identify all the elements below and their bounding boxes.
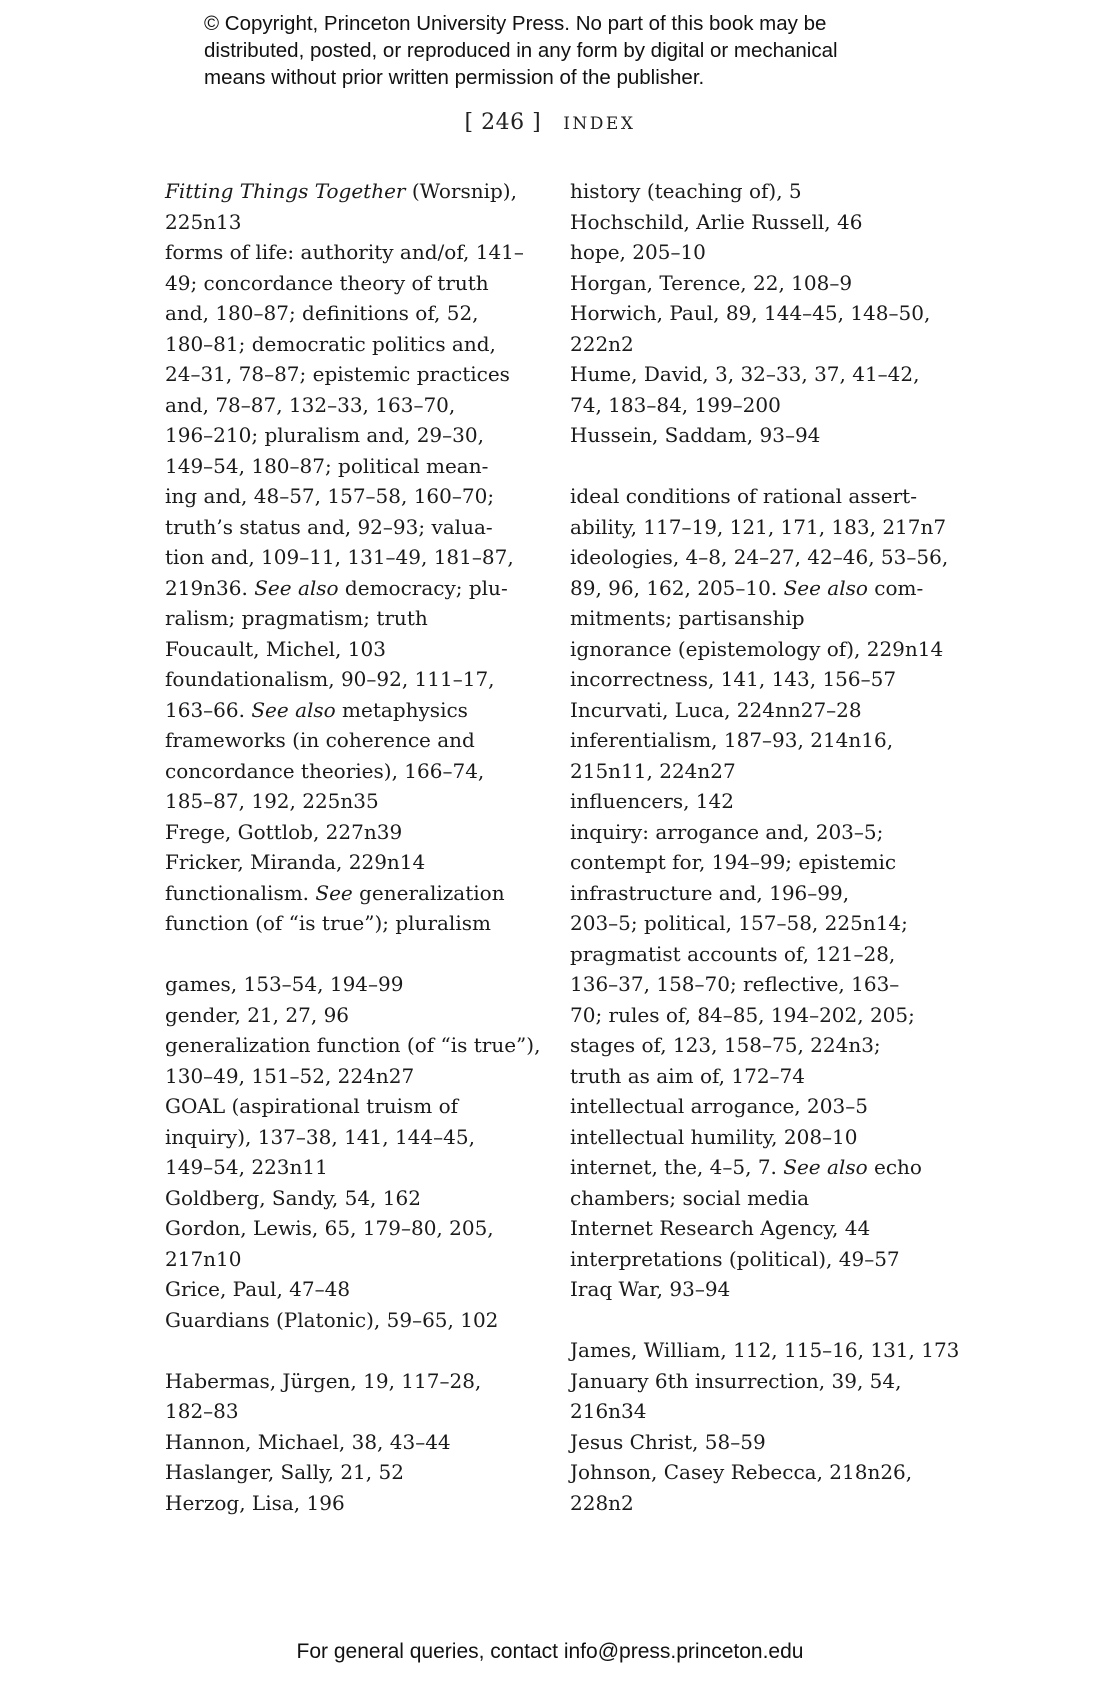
index-text: Hochschild, Arlie Russell, 46 <box>570 209 863 234</box>
index-entry-line <box>570 1427 942 1458</box>
index-entry-line <box>570 1030 942 1061</box>
index-entry <box>570 634 942 665</box>
index-text: gender, 21, 27, 96 <box>165 1002 350 1027</box>
index-entry <box>570 1427 942 1458</box>
index-text: stages of, 123, 158–75, 224n3; <box>570 1033 881 1057</box>
index-entry-line <box>165 1305 535 1336</box>
index-entry <box>165 1366 535 1427</box>
index-entry-line <box>165 1152 535 1183</box>
copyright-notice <box>204 10 924 91</box>
index-entry-line <box>165 359 535 390</box>
index-text: (Worsnip), <box>405 179 517 203</box>
index-text: infrastructure and, 196–99, <box>570 880 850 905</box>
index-entry-line <box>165 298 535 329</box>
index-entry-line <box>165 634 535 665</box>
index-entry-line <box>165 1030 541 1061</box>
index-entry-line <box>165 1488 535 1519</box>
index-text: internet, the, 4–5, 7. <box>570 1155 784 1179</box>
index-entry <box>165 237 535 634</box>
index-entry-line <box>570 1488 942 1519</box>
index-text: Herzog, Lisa, 196 <box>165 1490 345 1515</box>
index-text: 216n34 <box>570 1399 647 1423</box>
index-text: generalization function (of “is true”), <box>165 1033 541 1057</box>
index-entry-line <box>570 573 942 604</box>
index-text: 136–37, 158–70; reflective, 163– <box>570 972 900 996</box>
index-entry <box>570 207 942 238</box>
index-entry-line <box>570 908 942 939</box>
index-entry <box>165 847 535 878</box>
index-entry-line <box>165 817 535 848</box>
index-entry-line <box>165 603 535 634</box>
index-text: and, 180–87; definitions of, 52, <box>165 301 479 325</box>
index-entry <box>165 634 535 665</box>
index-text: 163–66. <box>165 697 252 722</box>
index-entry <box>165 1213 535 1274</box>
index-text: forms of life: authority and/of, 141– <box>165 240 524 264</box>
index-entry-line <box>570 664 942 695</box>
index-entry-line <box>165 237 535 268</box>
index-entry-line <box>165 481 535 512</box>
index-text: 180–81; democratic politics and, <box>165 331 496 356</box>
index-text: com- <box>867 575 924 600</box>
index-text: and, 78–87, 132–33, 163–70, <box>165 392 456 417</box>
index-text: Horgan, Terence, 22, 108–9 <box>570 270 853 295</box>
letter-group-gap <box>570 451 942 482</box>
index-entry <box>165 1488 535 1519</box>
index-entry-line <box>165 1274 535 1305</box>
index-entry-line <box>165 176 535 207</box>
index-text: democracy; plu- <box>338 575 508 600</box>
index-entry-line <box>570 1457 942 1488</box>
index-column-left <box>165 176 541 1518</box>
index-entry-line <box>570 542 949 573</box>
index-entry-line <box>570 1152 942 1183</box>
index-entry-line <box>165 756 535 787</box>
index-entry <box>165 1274 535 1305</box>
index-text: 203–5; political, 157–58, 225n14; <box>570 911 908 935</box>
letter-group-gap <box>165 1335 535 1366</box>
index-entry <box>570 1274 942 1305</box>
index-entry <box>570 1152 942 1213</box>
index-entry-line <box>570 725 942 756</box>
index-text: Johnson, Casey Rebecca, 218n26, <box>570 1460 913 1484</box>
index-text: 149–54, 180–87; political mean- <box>165 453 489 478</box>
index-text: foundationalism, 90–92, 111–17, <box>165 667 495 691</box>
index-entry <box>165 1030 541 1091</box>
index-text: Goldberg, Sandy, 54, 162 <box>165 1185 421 1210</box>
index-text: Gordon, Lewis, 65, 179–80, 205, <box>165 1216 494 1240</box>
index-entry-line <box>165 1427 535 1458</box>
index-entry-line <box>165 1366 535 1397</box>
index-text: inferentialism, 187–93, 214n16, <box>570 728 894 752</box>
index-entry <box>570 725 942 786</box>
index-entry-line <box>570 939 942 970</box>
index-text: 228n2 <box>570 1490 634 1515</box>
index-entry <box>570 268 942 299</box>
index-text: games, 153–54, 194–99 <box>165 972 404 996</box>
index-entry <box>570 1122 942 1153</box>
index-text: function (of “is true”); pluralism <box>165 911 491 935</box>
index-text: Jesus Christ, 58–59 <box>570 1429 766 1454</box>
index-text: intellectual arrogance, 203–5 <box>570 1094 868 1118</box>
index-entry <box>165 664 535 725</box>
index-text: Grice, Paul, 47–48 <box>165 1277 351 1301</box>
index-entry-line <box>165 1244 535 1275</box>
index-entry-line <box>570 634 944 665</box>
index-entry-line <box>165 908 535 939</box>
index-entry-line <box>165 390 535 421</box>
index-text: truth’s status and, 92–93; valua- <box>165 514 493 539</box>
index-entry-line <box>165 695 535 726</box>
index-text: Hume, David, 3, 32–33, 37, 41–42, <box>570 362 920 386</box>
index-entry <box>165 817 535 848</box>
index-entry <box>165 176 535 237</box>
index-entry-line <box>570 329 942 360</box>
index-entry-line <box>570 1396 942 1427</box>
index-text: 182–83 <box>165 1399 239 1423</box>
index-entry-line <box>165 451 535 482</box>
copyright-line: means without prior written permission of the publisher. <box>204 66 705 89</box>
index-entry <box>570 1244 942 1275</box>
index-text: Fricker, Miranda, 229n14 <box>165 850 426 874</box>
letter-group-gap <box>570 1305 942 1336</box>
index-entry-line <box>165 1091 535 1122</box>
index-text: interpretations (political), 49–57 <box>570 1246 900 1271</box>
index-entry-line <box>165 512 535 543</box>
index-entry-line <box>570 1183 942 1214</box>
index-text: influencers, 142 <box>570 789 734 813</box>
index-entry-line <box>570 359 942 390</box>
index-entry <box>570 786 942 817</box>
index-entry-line <box>165 1457 535 1488</box>
index-entry-line <box>570 176 942 207</box>
index-text: 225n13 <box>165 209 242 234</box>
index-entry <box>165 1091 535 1183</box>
index-entry-line <box>570 1335 960 1366</box>
index-text: Habermas, Jürgen, 19, 117–28, <box>165 1368 482 1393</box>
index-entry-line <box>165 847 535 878</box>
index-text: January 6th insurrection, 39, 54, <box>570 1368 902 1393</box>
index-entry-line <box>570 268 942 299</box>
index-text: chambers; social media <box>570 1185 810 1210</box>
index-text: Internet Research Agency, 44 <box>570 1216 871 1240</box>
index-text: Foucault, Michel, 103 <box>165 636 386 661</box>
index-entry <box>165 1183 535 1214</box>
copyright-line: © Copyright, Princeton University Press. No part of this book may be <box>204 12 827 35</box>
index-entry-line <box>570 786 942 817</box>
index-entry-line <box>165 1213 535 1244</box>
index-text: 185–87, 192, 225n35 <box>165 789 379 813</box>
index-entry-line <box>570 1091 942 1122</box>
index-entry <box>570 359 942 420</box>
index-entry-line <box>570 298 942 329</box>
index-text: 70; rules of, 84–85, 194–202, 205; <box>570 1002 915 1027</box>
index-entry <box>165 969 535 1000</box>
index-text: inquiry), 137–38, 141, 144–45, <box>165 1124 475 1149</box>
index-text: hope, 205–10 <box>570 240 706 264</box>
index-text: echo <box>867 1155 922 1179</box>
copyright-line: distributed, posted, or reproduced in any form by digital or mechanical <box>204 39 838 62</box>
index-entry-line <box>570 1000 942 1031</box>
index-text: functionalism. <box>165 880 316 905</box>
index-entry <box>570 817 942 1092</box>
cross-reference-term: See also <box>783 1155 868 1179</box>
index-text: 196–210; pluralism and, 29–30, <box>165 423 484 447</box>
index-entry-line <box>165 329 535 360</box>
index-text: 130–49, 151–52, 224n27 <box>165 1063 415 1088</box>
index-text: ralism; pragmatism; truth <box>165 606 428 630</box>
index-entry-line <box>570 1061 942 1092</box>
index-entry <box>165 878 535 939</box>
index-text: ideologies, 4–8, 24–27, 42–46, 53–56, <box>570 545 949 569</box>
index-entry-line <box>165 725 535 756</box>
index-text: ing and, 48–57, 157–58, 160–70; <box>165 484 495 508</box>
index-entry-line <box>570 1366 942 1397</box>
index-text: pragmatist accounts of, 121–28, <box>570 941 896 966</box>
index-text: inquiry: arrogance and, 203–5; <box>570 819 884 844</box>
index-text: incorrectness, 141, 143, 156–57 <box>570 667 897 691</box>
index-text: Guardians (Platonic), 59–65, 102 <box>165 1307 499 1332</box>
index-text: 89, 96, 162, 205–10. <box>570 575 784 600</box>
cross-reference-term: See also <box>783 575 868 600</box>
index-entry-line <box>165 878 535 909</box>
index-entry-line <box>570 390 942 421</box>
index-entry-line <box>570 1244 942 1275</box>
index-entry <box>570 1366 942 1427</box>
footer-contact: For general queries, contact info@press.princeton.edu <box>296 1640 804 1663</box>
index-text: 49; concordance theory of truth <box>165 270 489 295</box>
index-entry <box>570 695 942 726</box>
index-text: 74, 183–84, 199–200 <box>570 392 781 417</box>
index-entry-line <box>570 695 942 726</box>
index-text: James, William, 112, 115–16, 131, 173 <box>570 1338 960 1362</box>
index-entry <box>570 1457 942 1518</box>
index-entry-line <box>165 573 535 604</box>
index-text: ideal conditions of rational assert- <box>570 484 917 508</box>
cross-reference-term: See also <box>254 575 339 600</box>
index-text: ability, 117–19, 121, 171, 183, 217n7 <box>570 514 947 539</box>
index-text: 222n2 <box>570 331 634 356</box>
index-entry-line <box>570 878 942 909</box>
index-entry-line <box>165 420 535 451</box>
index-entry <box>165 1000 535 1031</box>
index-text: ignorance (epistemology of), 229n14 <box>570 636 944 661</box>
index-text: 217n10 <box>165 1246 242 1271</box>
index-column-right <box>570 176 960 1518</box>
index-entry-line <box>165 1122 535 1153</box>
index-entry-line <box>165 1061 535 1092</box>
index-text: contempt for, 194–99; epistemic <box>570 850 897 874</box>
index-entry-line <box>165 207 535 238</box>
index-entry-line <box>570 1213 942 1244</box>
index-entry <box>165 725 535 817</box>
index-entry-line <box>570 420 942 451</box>
cross-reference-term: See <box>315 880 353 905</box>
index-text: concordance theories), 166–74, <box>165 758 485 783</box>
index-entry-line <box>570 847 942 878</box>
index-entry <box>570 1213 942 1244</box>
index-entry <box>570 1091 942 1122</box>
index-entry-line <box>570 756 942 787</box>
index-text: 149–54, 223n11 <box>165 1155 328 1179</box>
index-entry <box>570 542 949 634</box>
index-entry-line <box>165 969 535 1000</box>
index-entry-line <box>165 786 535 817</box>
index-entry-line <box>570 969 942 1000</box>
index-entry <box>165 1427 535 1458</box>
letter-group-gap <box>165 939 535 970</box>
index-text: Hussein, Saddam, 93–94 <box>570 423 821 447</box>
page-number: [ 246 ] <box>464 110 542 135</box>
index-text: mitments; partisanship <box>570 606 805 630</box>
index-text: metaphysics <box>335 697 468 722</box>
index-text: 24–31, 78–87; epistemic practices <box>165 362 510 386</box>
index-entry-line <box>570 603 942 634</box>
index-entry <box>570 176 942 207</box>
cross-reference-term: Fitting Things Together <box>165 179 406 203</box>
index-entry-line <box>165 1183 535 1214</box>
index-text: Frege, Gottlob, 227n39 <box>165 819 403 844</box>
index-text: frameworks (in coherence and <box>165 728 475 752</box>
index-text: tion and, 109–11, 131–49, 181–87, <box>165 545 514 569</box>
index-entry-line <box>165 542 535 573</box>
index-entry-line <box>570 207 942 238</box>
index-text: GOAL (aspirational truism of <box>165 1094 459 1118</box>
index-text: generalization <box>352 880 505 905</box>
index-entry-line <box>570 1122 942 1153</box>
index-entry-line <box>165 664 535 695</box>
section-label: INDEX <box>563 114 636 134</box>
index-text: history (teaching of), 5 <box>570 179 802 203</box>
index-text: Iraq War, 93–94 <box>570 1277 731 1301</box>
running-head <box>0 108 1100 139</box>
index-entry-line <box>165 1396 535 1427</box>
index-entry-line <box>165 1000 535 1031</box>
index-entry-line <box>570 512 947 543</box>
index-text: 219n36. <box>165 575 255 600</box>
index-entry-line <box>165 268 535 299</box>
index-entry <box>570 1335 960 1366</box>
index-text: Horwich, Paul, 89, 144–45, 148–50, <box>570 301 931 325</box>
index-entry-line <box>570 1274 942 1305</box>
index-text: Hannon, Michael, 38, 43–44 <box>165 1429 451 1454</box>
index-entry-line <box>570 237 942 268</box>
cross-reference-term: See also <box>251 697 336 722</box>
index-entry <box>570 481 947 542</box>
index-entry <box>570 298 942 359</box>
index-text: Incurvati, Luca, 224nn27–28 <box>570 697 862 722</box>
index-entry <box>165 1457 535 1488</box>
index-entry <box>165 1305 535 1336</box>
index-entry-line <box>570 481 942 512</box>
index-text: intellectual humility, 208–10 <box>570 1124 858 1149</box>
index-entry-line <box>570 817 942 848</box>
index-entry <box>570 420 942 451</box>
index-entry <box>570 664 942 695</box>
index-entry <box>570 237 942 268</box>
index-text: 215n11, 224n27 <box>570 758 736 783</box>
index-text: Haslanger, Sally, 21, 52 <box>165 1460 404 1484</box>
index-text: truth as aim of, 172–74 <box>570 1063 806 1088</box>
